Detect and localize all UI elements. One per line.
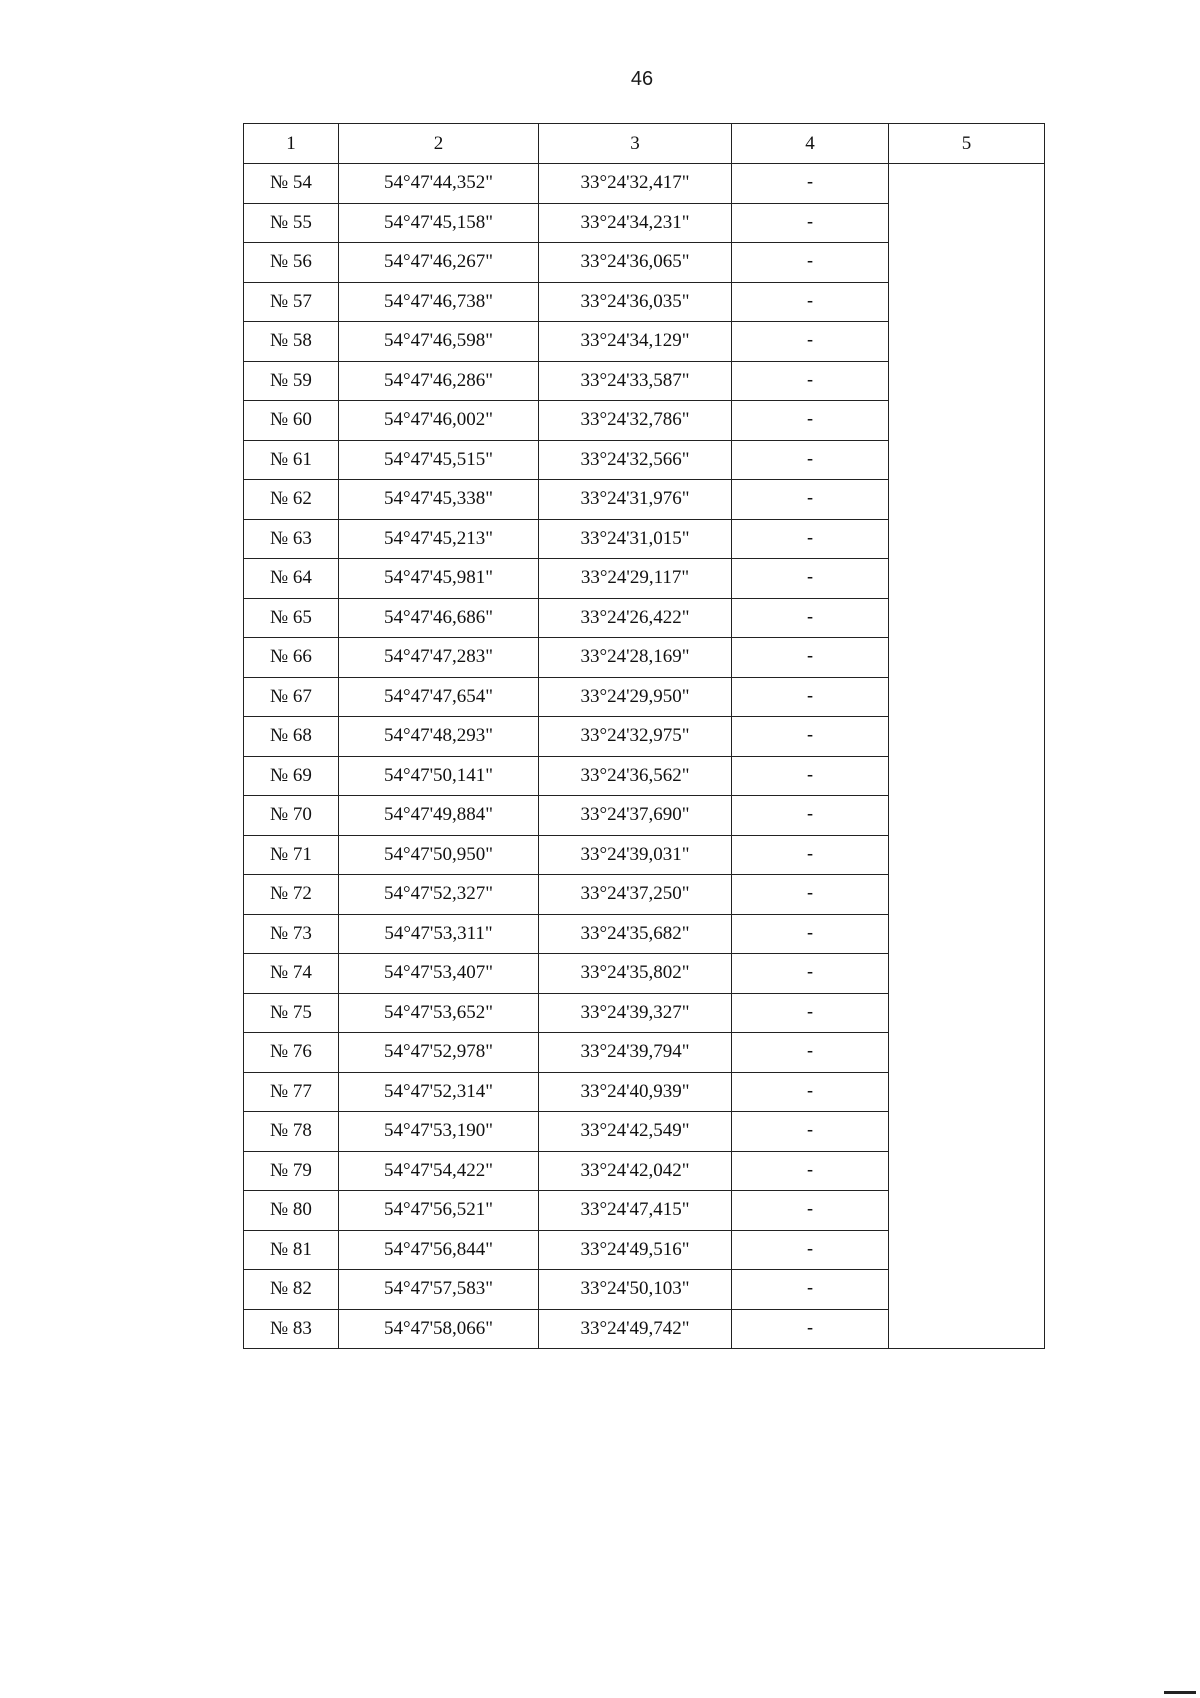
point-number-cell: № 56 bbox=[244, 243, 339, 283]
longitude-cell: 33°24'32,417" bbox=[539, 164, 732, 204]
longitude-cell: 33°24'33,587" bbox=[539, 361, 732, 401]
longitude-cell: 33°24'47,415" bbox=[539, 1191, 732, 1231]
latitude-cell: 54°47'53,652" bbox=[339, 993, 539, 1033]
point-number-cell: № 59 bbox=[244, 361, 339, 401]
longitude-cell: 33°24'36,035" bbox=[539, 282, 732, 322]
longitude-cell: 33°24'39,794" bbox=[539, 1033, 732, 1073]
longitude-cell: 33°24'37,690" bbox=[539, 796, 732, 836]
point-number-cell: № 74 bbox=[244, 954, 339, 994]
column-4-cell: - bbox=[732, 796, 889, 836]
latitude-cell: 54°47'48,293" bbox=[339, 717, 539, 757]
longitude-cell: 33°24'35,682" bbox=[539, 914, 732, 954]
header-col-4: 4 bbox=[732, 124, 889, 164]
longitude-cell: 33°24'26,422" bbox=[539, 598, 732, 638]
latitude-cell: 54°47'52,314" bbox=[339, 1072, 539, 1112]
column-4-cell: - bbox=[732, 282, 889, 322]
longitude-cell: 33°24'32,566" bbox=[539, 440, 732, 480]
column-4-cell: - bbox=[732, 1230, 889, 1270]
longitude-cell: 33°24'32,786" bbox=[539, 401, 732, 441]
header-col-3: 3 bbox=[539, 124, 732, 164]
column-4-cell: - bbox=[732, 519, 889, 559]
longitude-cell: 33°24'42,042" bbox=[539, 1151, 732, 1191]
point-number-cell: № 69 bbox=[244, 756, 339, 796]
column-4-cell: - bbox=[732, 480, 889, 520]
table-header bbox=[244, 124, 1045, 164]
column-4-cell: - bbox=[732, 756, 889, 796]
column-4-cell: - bbox=[732, 875, 889, 915]
point-number-cell: № 66 bbox=[244, 638, 339, 678]
column-4-cell: - bbox=[732, 717, 889, 757]
point-number-cell: № 62 bbox=[244, 480, 339, 520]
column-4-cell: - bbox=[732, 559, 889, 599]
longitude-cell: 33°24'31,976" bbox=[539, 480, 732, 520]
longitude-cell: 33°24'50,103" bbox=[539, 1270, 732, 1310]
latitude-cell: 54°47'54,422" bbox=[339, 1151, 539, 1191]
longitude-cell: 33°24'49,516" bbox=[539, 1230, 732, 1270]
scan-edge-mark bbox=[1164, 1691, 1196, 1694]
table-body bbox=[244, 164, 1045, 1349]
latitude-cell: 54°47'46,598" bbox=[339, 322, 539, 362]
point-number-cell: № 81 bbox=[244, 1230, 339, 1270]
column-4-cell: - bbox=[732, 361, 889, 401]
point-number-cell: № 60 bbox=[244, 401, 339, 441]
point-number-cell: № 54 bbox=[244, 164, 339, 204]
latitude-cell: 54°47'52,978" bbox=[339, 1033, 539, 1073]
point-number-cell: № 71 bbox=[244, 835, 339, 875]
longitude-cell: 33°24'39,327" bbox=[539, 993, 732, 1033]
latitude-cell: 54°47'53,407" bbox=[339, 954, 539, 994]
longitude-cell: 33°24'34,231" bbox=[539, 203, 732, 243]
latitude-cell: 54°47'46,738" bbox=[339, 282, 539, 322]
longitude-cell: 33°24'40,939" bbox=[539, 1072, 732, 1112]
longitude-cell: 33°24'28,169" bbox=[539, 638, 732, 678]
point-number-cell: № 61 bbox=[244, 440, 339, 480]
column-4-cell: - bbox=[732, 638, 889, 678]
point-number-cell: № 70 bbox=[244, 796, 339, 836]
latitude-cell: 54°47'46,002" bbox=[339, 401, 539, 441]
column-4-cell: - bbox=[732, 914, 889, 954]
column-4-cell: - bbox=[732, 677, 889, 717]
header-col-2: 2 bbox=[339, 124, 539, 164]
latitude-cell: 54°47'57,583" bbox=[339, 1270, 539, 1310]
latitude-cell: 54°47'45,158" bbox=[339, 203, 539, 243]
point-number-cell: № 63 bbox=[244, 519, 339, 559]
latitude-cell: 54°47'45,338" bbox=[339, 480, 539, 520]
latitude-cell: 54°47'46,286" bbox=[339, 361, 539, 401]
column-4-cell: - bbox=[732, 835, 889, 875]
latitude-cell: 54°47'56,844" bbox=[339, 1230, 539, 1270]
point-number-cell: № 79 bbox=[244, 1151, 339, 1191]
header-row bbox=[244, 124, 1045, 164]
point-number-cell: № 78 bbox=[244, 1112, 339, 1152]
column-5-merged-cell bbox=[889, 164, 1045, 1349]
column-4-cell: - bbox=[732, 598, 889, 638]
page-number: 46 bbox=[630, 68, 654, 90]
point-number-cell: № 68 bbox=[244, 717, 339, 757]
latitude-cell: 54°47'45,515" bbox=[339, 440, 539, 480]
column-4-cell: - bbox=[732, 440, 889, 480]
longitude-cell: 33°24'29,117" bbox=[539, 559, 732, 599]
latitude-cell: 54°47'56,521" bbox=[339, 1191, 539, 1231]
latitude-cell: 54°47'47,283" bbox=[339, 638, 539, 678]
column-4-cell: - bbox=[732, 1072, 889, 1112]
point-number-cell: № 77 bbox=[244, 1072, 339, 1112]
latitude-cell: 54°47'46,686" bbox=[339, 598, 539, 638]
latitude-cell: 54°47'47,654" bbox=[339, 677, 539, 717]
longitude-cell: 33°24'36,562" bbox=[539, 756, 732, 796]
column-4-cell: - bbox=[732, 1033, 889, 1073]
latitude-cell: 54°47'46,267" bbox=[339, 243, 539, 283]
longitude-cell: 33°24'31,015" bbox=[539, 519, 732, 559]
latitude-cell: 54°47'50,141" bbox=[339, 756, 539, 796]
point-number-cell: № 55 bbox=[244, 203, 339, 243]
point-number-cell: № 73 bbox=[244, 914, 339, 954]
column-4-cell: - bbox=[732, 1309, 889, 1349]
longitude-cell: 33°24'42,549" bbox=[539, 1112, 732, 1152]
column-4-cell: - bbox=[732, 1191, 889, 1231]
point-number-cell: № 72 bbox=[244, 875, 339, 915]
longitude-cell: 33°24'29,950" bbox=[539, 677, 732, 717]
longitude-cell: 33°24'39,031" bbox=[539, 835, 732, 875]
point-number-cell: № 67 bbox=[244, 677, 339, 717]
point-number-cell: № 80 bbox=[244, 1191, 339, 1231]
latitude-cell: 54°47'58,066" bbox=[339, 1309, 539, 1349]
longitude-cell: 33°24'36,065" bbox=[539, 243, 732, 283]
latitude-cell: 54°47'50,950" bbox=[339, 835, 539, 875]
header-col-5: 5 bbox=[889, 124, 1045, 164]
longitude-cell: 33°24'35,802" bbox=[539, 954, 732, 994]
table-row bbox=[244, 164, 1045, 204]
longitude-cell: 33°24'49,742" bbox=[539, 1309, 732, 1349]
column-4-cell: - bbox=[732, 401, 889, 441]
header-col-1: 1 bbox=[244, 124, 339, 164]
latitude-cell: 54°47'45,981" bbox=[339, 559, 539, 599]
column-4-cell: - bbox=[732, 1151, 889, 1191]
point-number-cell: № 83 bbox=[244, 1309, 339, 1349]
point-number-cell: № 76 bbox=[244, 1033, 339, 1073]
point-number-cell: № 75 bbox=[244, 993, 339, 1033]
latitude-cell: 54°47'49,884" bbox=[339, 796, 539, 836]
column-4-cell: - bbox=[732, 243, 889, 283]
latitude-cell: 54°47'53,190" bbox=[339, 1112, 539, 1152]
point-number-cell: № 64 bbox=[244, 559, 339, 599]
column-4-cell: - bbox=[732, 993, 889, 1033]
point-number-cell: № 57 bbox=[244, 282, 339, 322]
latitude-cell: 54°47'53,311" bbox=[339, 914, 539, 954]
column-4-cell: - bbox=[732, 954, 889, 994]
latitude-cell: 54°47'45,213" bbox=[339, 519, 539, 559]
longitude-cell: 33°24'34,129" bbox=[539, 322, 732, 362]
column-4-cell: - bbox=[732, 203, 889, 243]
point-number-cell: № 58 bbox=[244, 322, 339, 362]
latitude-cell: 54°47'44,352" bbox=[339, 164, 539, 204]
column-4-cell: - bbox=[732, 164, 889, 204]
column-4-cell: - bbox=[732, 1112, 889, 1152]
point-number-cell: № 65 bbox=[244, 598, 339, 638]
longitude-cell: 33°24'37,250" bbox=[539, 875, 732, 915]
longitude-cell: 33°24'32,975" bbox=[539, 717, 732, 757]
column-4-cell: - bbox=[732, 1270, 889, 1310]
coordinates-table bbox=[243, 123, 1045, 1349]
latitude-cell: 54°47'52,327" bbox=[339, 875, 539, 915]
column-4-cell: - bbox=[732, 322, 889, 362]
point-number-cell: № 82 bbox=[244, 1270, 339, 1310]
